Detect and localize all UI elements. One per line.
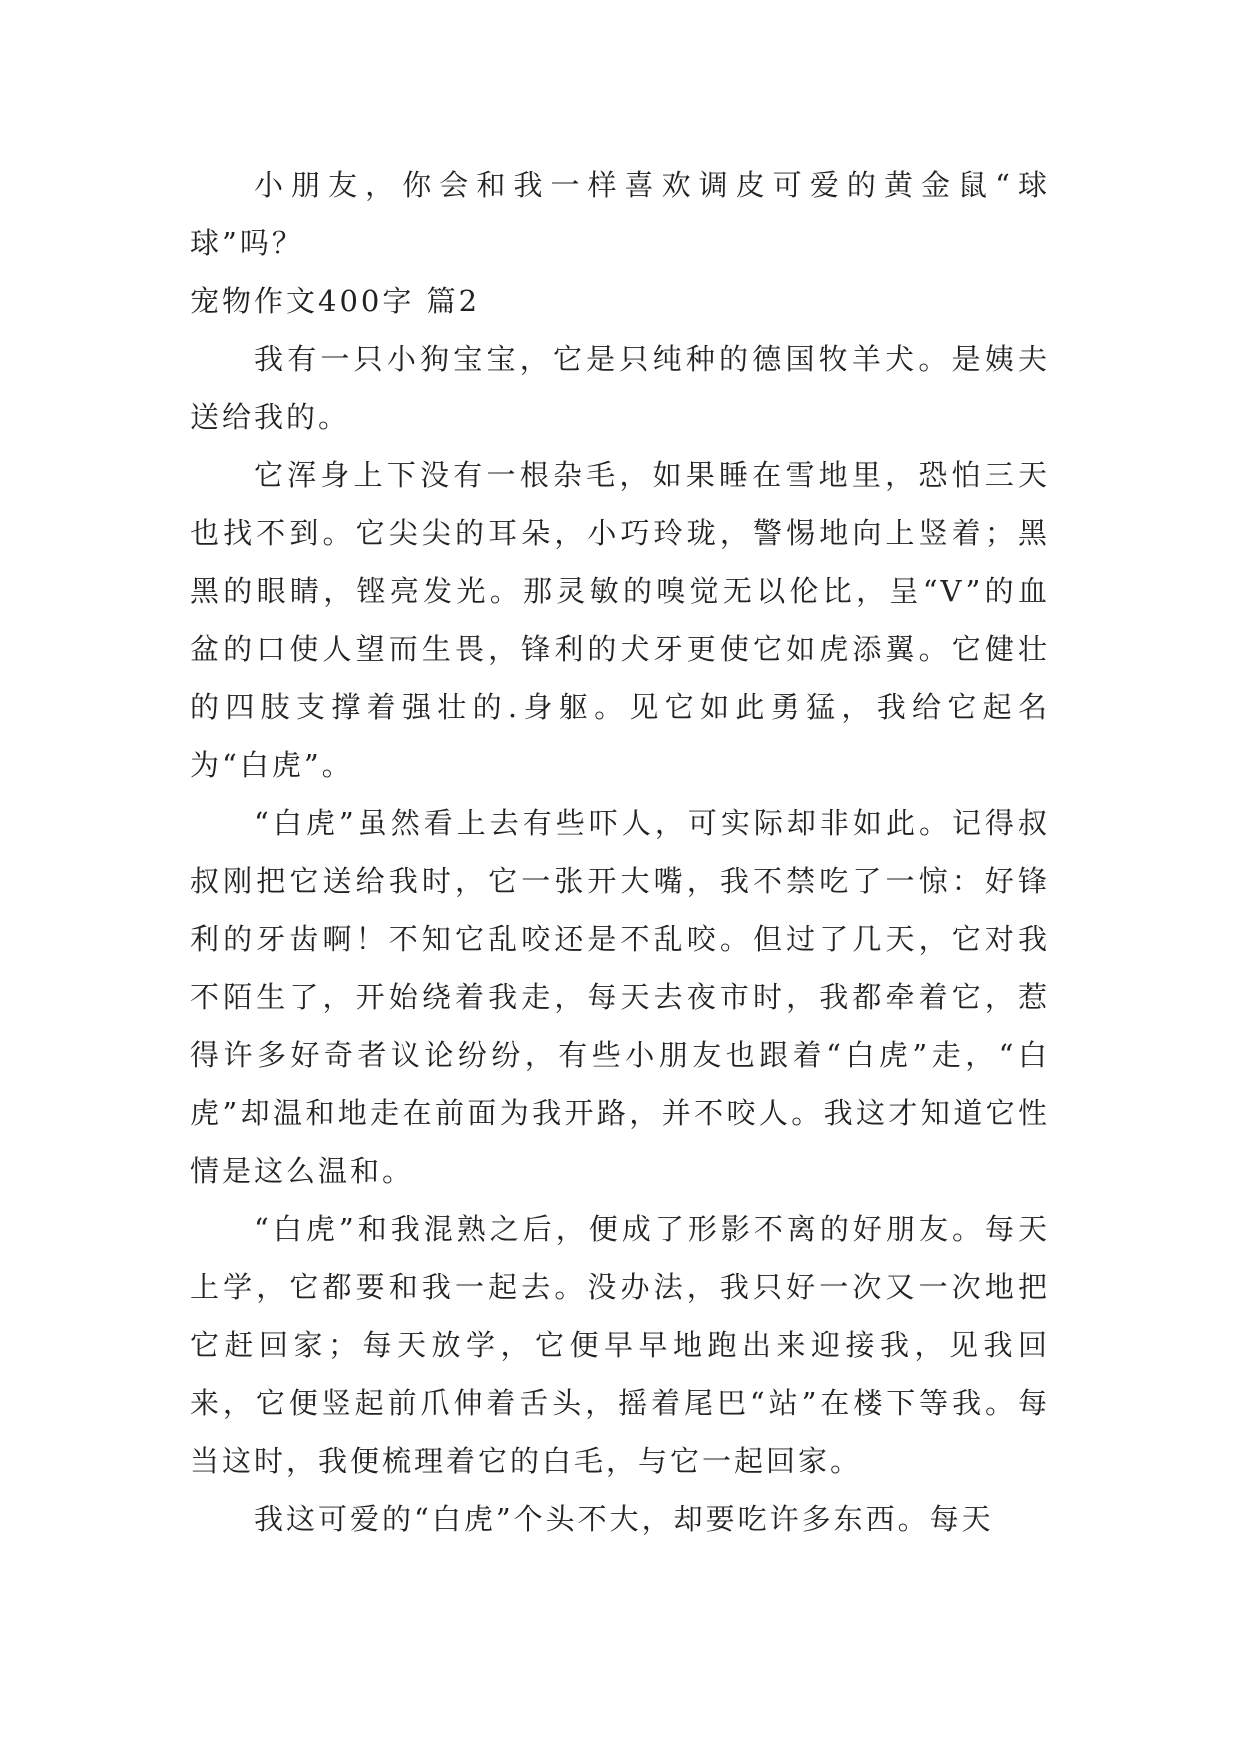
paragraph: “白虎”和我混熟之后，便成了形影不离的好朋友。每天上学，它都要和我一起去。没办法，我只好一次又一次地把它赶回家；每天放学，它便早早地跑出来迎接我，见我回来，它便竖起前爪伸着舌头，摇着尾巴“站”在楼下等我。每当这时，我便梳理着它的白毛，与它一起回家。	[190, 1212, 1050, 1478]
section-heading: 宠物作文400字 篇2	[190, 284, 481, 318]
paragraph: 它浑身上下没有一根杂毛，如果睡在雪地里，恐怕三天也找不到。它尖尖的耳朵，小巧玲珑，警惕地向上竖着；黑黑的眼睛，铿亮发光。那灵敏的嗅觉无以伦比，呈“V”的血盆的口使人望而生畏，锋利的犬牙更使它如虎添翼。它健壮的四肢支撑着强壮的.身躯。见它如此勇猛，我给它起名为“白虎”。	[190, 458, 1050, 782]
paragraph: 我有一只小狗宝宝，它是只纯种的德国牧羊犬。是姨夫送给我的。	[190, 342, 1050, 434]
paragraph-intro-ending: 小朋友，你会和我一样喜欢调皮可爱的黄金鼠“球球”吗？	[190, 168, 1050, 260]
document-body	[190, 156, 1050, 1548]
paragraph: 我这可爱的“白虎”个头不大，却要吃许多东西。每天	[254, 1502, 994, 1536]
paragraph: “白虎”虽然看上去有些吓人，可实际却非如此。记得叔叔刚把它送给我时，它一张开大嘴，我不禁吃了一惊：好锋利的牙齿啊！不知它乱咬还是不乱咬。但过了几天，它对我不陌生了，开始绕着我走，每天去夜市时，我都牵着它，惹得许多好奇者议论纷纷，有些小朋友也跟着“白虎”走，“白虎”却温和地走在前面为我开路，并不咬人。我这才知道它性情是这么温和。	[190, 806, 1050, 1188]
